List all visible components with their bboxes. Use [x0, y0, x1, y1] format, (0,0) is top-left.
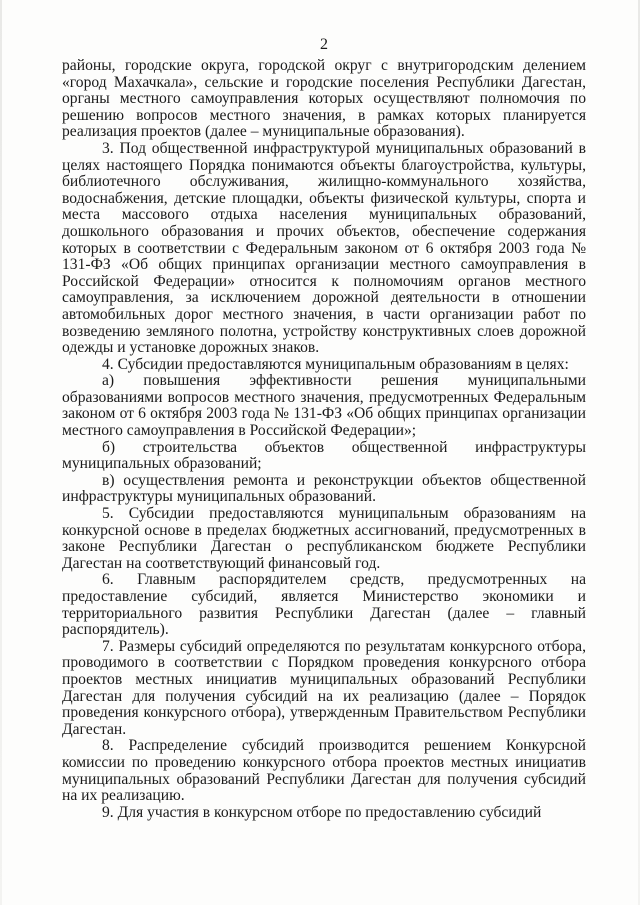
paragraph-item-4c: в) осуществления ремонта и реконструкции объектов общественной инфраструктуры муниципальных образований. [62, 471, 586, 506]
paragraph-item-7: 7. Размеры субсидий определяются по результатам конкурсного отбора, проводимого в соответствии с Порядком проведения конкурсного отбора проектов местных инициатив муниципальных образований Республики Дагестан для получения субсидий на их реализацию (далее – Порядок проведения конкурсного отбора), утвержденным Правительством Республики Дагестан. [62, 637, 586, 738]
scan-edge-left [0, 0, 2, 905]
paragraph-continuation: районы, городские округа, городской округ с внутригородским делением «город Махачкала», сельские и городские поселения Республики Дагестан, органы местного самоуправления которых осуществляют полномочия по решению вопросов местного значения, в рамках которых планируется реализация проектов (далее – муниципальные образования). [62, 57, 586, 141]
page-number: 2 [320, 36, 328, 53]
paragraph-item-4: 4. Субсидии предоставляются муниципальным образованиям в целях: [102, 355, 569, 373]
paragraph-item-3: 3. Под общественной инфраструктурой муниципальных образований в целях настоящего Порядка понимаются объекты благоустройства, культуры, библиотечного обслуживания, жилищно-коммунального хозяйства, водоснабжения, детские площадки, объекты физической культуры, спорта и места массового отдыха населения муниципальных образований, дошкольного образования и прочих объектов, обеспечение содержания которых в соответствии с Федеральным законом от 6 октября 2003 года № 131-ФЗ «Об общих принципах организации местного самоуправления в Российской Федерации» относится к полномочиям органов местного самоуправления, за исключением дорожной деятельности в отношении автомобильных дорог местного значения, в части организации работ по возведению земляного полотна, устройству конструктивных слоев дорожной одежды и установке дорожных знаков. [62, 139, 586, 357]
paragraph-item-5: 5. Субсидии предоставляются муниципальным образованиям на конкурсной основе в пределах бюджетных ассигнований, предусмотренных в законе Республики Дагестан о республиканском бюджете Республики Дагестан на соответствующий финансовый год. [62, 505, 586, 572]
paragraph-item-4a: а) повышения эффективности решения муниципальными образованиями вопросов местного значения, предусмотренных Федеральным законом от 6 октября 2003 года № 131-ФЗ «Об общих принципах организации местного самоуправления в Российской Федерации»; [62, 372, 586, 440]
paragraph-item-8: 8. Распределение субсидий производится решением Конкурсной комиссии по проведению конкурсного отбора проектов местных инициатив муниципальных образований Республики Дагестан для получения субсидий на их реализацию. [62, 737, 586, 805]
paragraph-item-4b: б) строительства объектов общественной инфраструктуры муниципальных образований; [62, 438, 586, 473]
paragraph-item-9: 9. Для участия в конкурсном отборе по предоставлению субсидий [102, 803, 542, 821]
paragraph-item-6: 6. Главным распорядителем средств, предусмотренных на предоставление субсидий, является Министерство экономики и территориального развития Республики Дагестан (далее – главный распорядитель). [62, 571, 586, 639]
